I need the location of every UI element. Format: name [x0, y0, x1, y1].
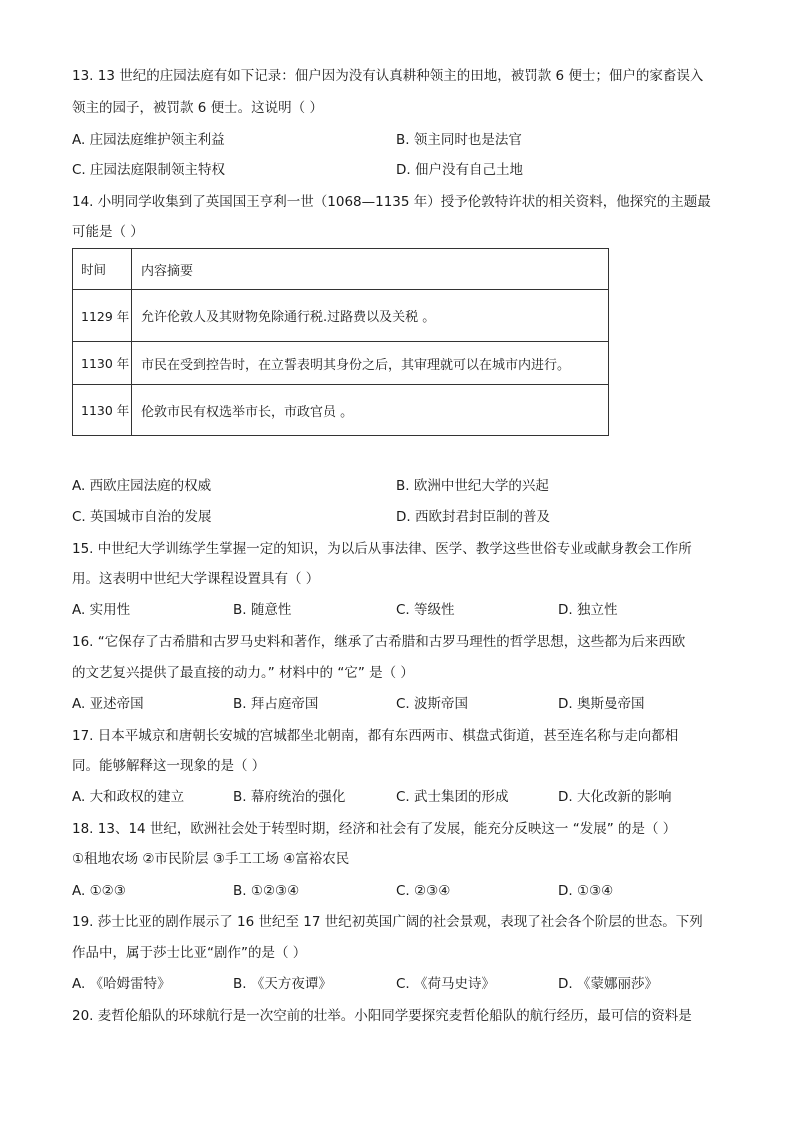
- table-cell-summary: 市民在受到控告时，在立誓表明其身份之后，其审理就可以在城市内进行。: [132, 342, 609, 385]
- q15-option-d: D. 独立性: [558, 602, 618, 618]
- q14-option-c: C. 英国城市自治的发展: [72, 509, 212, 525]
- q15-stem-line-2: 用。这表明中世纪大学课程设置具有（ ）: [72, 571, 320, 587]
- q14-option-b: B. 欧洲中世纪大学的兴起: [396, 478, 549, 494]
- q14-charter-table: [72, 248, 609, 436]
- q16-option-c: C. 波斯帝国: [396, 696, 469, 712]
- q17-option-b: B. 幕府统治的强化: [233, 789, 346, 805]
- q17-option-c: C. 武士集团的形成: [396, 789, 509, 805]
- q18-option-c: C. ②③④: [396, 883, 451, 899]
- q15-option-a: A. 实用性: [72, 602, 131, 618]
- q19-option-d: D. 《蒙娜丽莎》: [558, 976, 658, 992]
- q14-option-d: D. 西欧封君封臣制的普及: [396, 509, 550, 525]
- q18-option-a: A. ①②③: [72, 883, 126, 899]
- q16-option-d: D. 奥斯曼帝国: [558, 696, 645, 712]
- q16-stem-line-2: 的文艺复兴提供了最直接的动力。” 材料中的 “它” 是（ ）: [72, 665, 414, 681]
- q20-stem-line-1: 20. 麦哲伦船队的环球航行是一次空前的壮举。小阳同学要探究麦哲伦船队的航行经历，最可信的资料是: [72, 1008, 692, 1024]
- q17-option-d: D. 大化改新的影响: [558, 789, 672, 805]
- q19-option-b: B. 《天方夜谭》: [233, 976, 332, 992]
- q16-stem-line-1: 16. “它保存了古希腊和古罗马史料和著作，继承了古希腊和古罗马理性的哲学思想，这些都为后来西欧: [72, 634, 686, 650]
- q15-stem-line-1: 15. 中世纪大学训练学生掌握一定的知识，为以后从事法律、医学、教学这些世俗专业或献身教会工作所: [72, 541, 692, 557]
- q19-option-c: C. 《荷马史诗》: [396, 976, 496, 992]
- q18-stem-line-1: 18. 13、14 世纪，欧洲社会处于转型时期，经济和社会有了发展，能充分反映这一 “发展” 的是（ ）: [72, 821, 677, 837]
- q18-option-b: B. ①②③④: [233, 883, 300, 899]
- q19-stem-line-2: 作品中，属于莎士比亚“剧作”的是（ ）: [72, 945, 307, 961]
- table-cell-time: 1130 年: [73, 342, 132, 385]
- table-row: [73, 342, 609, 385]
- q15-option-b: B. 随意性: [233, 602, 292, 618]
- table-cell-time: 1129 年: [73, 290, 132, 342]
- q16-option-b: B. 拜占庭帝国: [233, 696, 319, 712]
- q13-stem-line-1: 13. 13 世纪的庄园法庭有如下记录：佃户因为没有认真耕种领主的田地，被罚款 6 便士；佃户的家畜误入: [72, 68, 704, 84]
- table-cell-time: 1130 年: [73, 385, 132, 436]
- table-row: [73, 290, 609, 342]
- q17-stem-line-2: 同。能够解释这一现象的是（ ）: [72, 758, 266, 774]
- table-header-row: [73, 249, 609, 290]
- q13-option-a: A. 庄园法庭维护领主利益: [72, 132, 225, 148]
- q16-option-a: A. 亚述帝国: [72, 696, 144, 712]
- q14-stem-line-2: 可能是（ ）: [72, 224, 144, 240]
- q13-stem-line-2: 领主的园子，被罚款 6 便士。这说明（ ）: [72, 100, 323, 116]
- q19-option-a: A. 《哈姆雷特》: [72, 976, 171, 992]
- table-row: [73, 385, 609, 436]
- q13-option-d: D. 佃户没有自己土地: [396, 162, 523, 178]
- q18-option-d: D. ①③④: [558, 883, 614, 899]
- q13-option-b: B. 领主同时也是法官: [396, 132, 522, 148]
- q14-stem-line-1: 14. 小明同学收集到了英国国王亨利一世（1068—1135 年）授予伦敦特许状的相关资料，他探究的主题最: [72, 194, 711, 210]
- table-cell-summary: 伦敦市民有权选举市长，市政官员 。: [132, 385, 609, 436]
- q18-items-line: ①租地农场 ②市民阶层 ③手工工场 ④富裕农民: [72, 851, 350, 867]
- q17-option-a: A. 大和政权的建立: [72, 789, 185, 805]
- q13-option-c: C. 庄园法庭限制领主特权: [72, 162, 226, 178]
- q19-stem-line-1: 19. 莎士比亚的剧作展示了 16 世纪至 17 世纪初英国广阔的社会景观，表现了社会各个阶层的世态。下列: [72, 914, 703, 930]
- table-cell-summary: 允许伦敦人及其财物免除通行税.过路费以及关税 。: [132, 290, 609, 342]
- q17-stem-line-1: 17. 日本平城京和唐朝长安城的宫城都坐北朝南，都有东西两市、棋盘式街道，甚至连名称与走向都相: [72, 728, 679, 744]
- q14-option-a: A. 西欧庄园法庭的权威: [72, 478, 212, 494]
- table-header-time: 时间: [73, 249, 132, 290]
- q15-option-c: C. 等级性: [396, 602, 455, 618]
- table-header-summary: 内容摘要: [132, 249, 609, 290]
